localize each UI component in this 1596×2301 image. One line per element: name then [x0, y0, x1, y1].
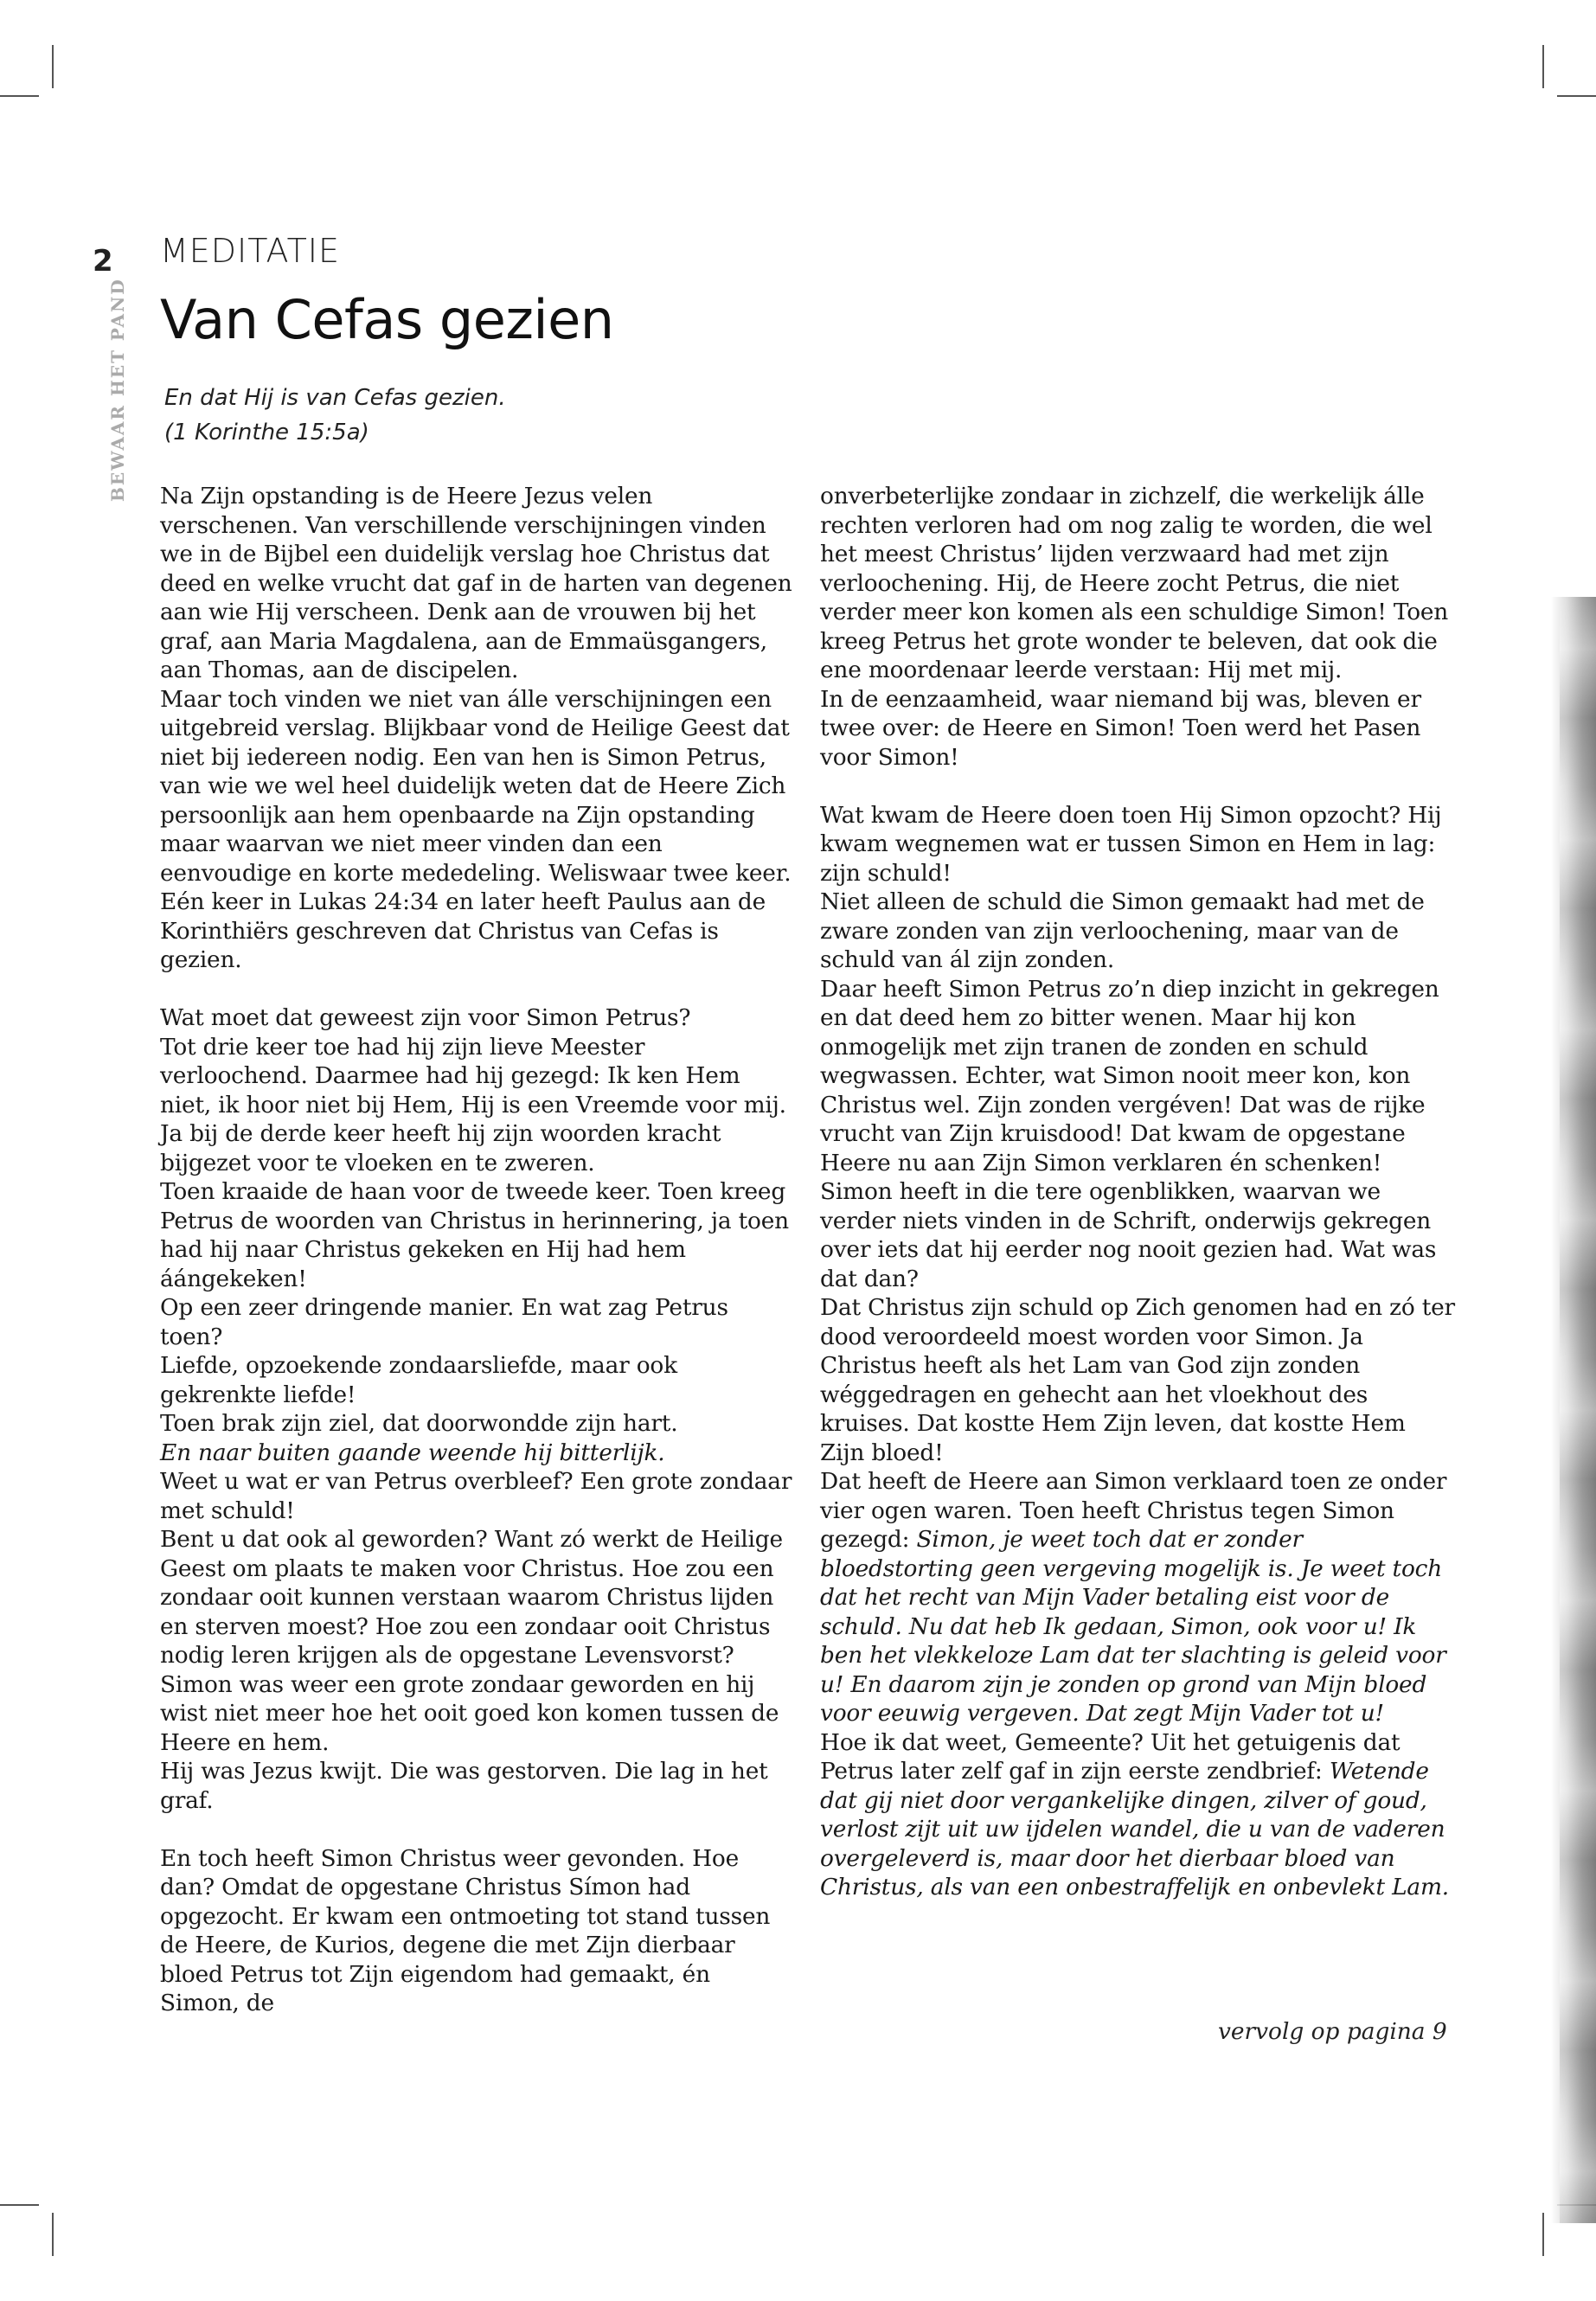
paragraph: Na Zijn opstanding is de Heere Jezus velen verschenen. Van verschillende verschijningen vinden we in de Bijbel een duidelijk verslag hoe Christus dat deed en welke vrucht dat gaf in de harten van degenen aan wie Hij verscheen. Denk aan de vrouwen bij het graf, aan Maria Magdalena, aan de Emmaüsgangers, aan Thomas, aan de discipelen.: [160, 483, 792, 683]
paragraph: Daar heeft Simon Petrus zo’n diep inzicht in gekregen en dat deed hem zo bitter wenen. Maar hij kon onmogelijk met zijn tranen de zonden en schuld wegwassen. Echter, wat Simon nooit meer kon, kon Christus wel. Zijn zonden vergéven! Dat was de rijke vrucht van Zijn kruisdood! Dat kwam de opgestane Heere nu aan Zijn Simon verklaren én schenken! Simon heeft in die tere ogenblikken, waarvan we verder niets vinden in de Schrift, onderwijs gekregen over iets dat hij eerder nog nooit gezien had. Wat was dat dan?: [820, 975, 1439, 1292]
section-label: MEDITATIE: [160, 232, 340, 270]
paragraph: In de eenzaamheid, waar niemand bij was, bleven er twee over: de Heere en Simon! Toen werd het Pasen voor Simon!: [820, 685, 1421, 771]
paragraph: Dat Christus zijn schuld op Zich genomen had en zó ter dood veroordeeld moest worden voor Simon. Ja Christus heeft als het Lam van God zijn zonden wéggedragen en gehecht aan het vloekhout des kruises. Dat kostte Hem Zijn leven, dat kostte Hem Zijn bloed!: [820, 1294, 1455, 1466]
paragraph: Weet u wat er van Petrus overbleef? Een grote zondaar met schuld!: [160, 1468, 792, 1524]
crop-mark: [52, 2213, 54, 2256]
paragraph: Hij was Jezus kwijt. Die was gestorven. Die lag in het graf.: [160, 1758, 768, 1814]
paragraph: Toen brak zijn ziel, dat doorwondde zijn hart.: [160, 1410, 678, 1437]
paragraph: Bent u dat ook al geworden? Want zó werkt de Heilige Geest om plaats te maken voor Christus. Hoe zou een zondaar ooit kunnen verstaan waarom Christus lijden en sterven moest? Hoe zou een zondaar ooit Christus nodig leren krijgen als de opgestane Levensvorst?: [160, 1526, 783, 1669]
paragraph: Ja bij de derde keer heeft hij zijn woorden kracht bijgezet voor te vloeken en te zweren.: [160, 1120, 721, 1176]
paragraph-text: Dat heeft de Heere aan Simon verklaard toen ze onder vier ogen waren. Toen heeft Christus tegen Simon gezegd:: [820, 1468, 1447, 1553]
verse-quote: [164, 381, 506, 450]
edge-photo: [1551, 597, 1596, 2223]
paragraph: Maar toch vinden we niet van álle verschijningen een uitgebreid verslag. Blijkbaar vond de Heilige Geest dat niet bij iedereen nodig. Een van hen is Simon Petrus, van wie we wel heel duidelijk weten dat de Heere Zich persoonlijk aan hem openbaarde na Zijn opstanding maar waarvan we niet meer vinden dan een eenvoudige en korte mededeling. Weliswaar twee keer. Eén keer in Lukas 24:34 en later heeft Paulus aan de Korinthiërs geschreven dat Christus van Cefas is gezien.: [160, 685, 792, 973]
side-label: BEWAAR HET PAND: [107, 278, 128, 502]
crop-mark: [52, 45, 54, 88]
paragraph: [820, 1467, 1456, 1728]
paragraph: Wat kwam de Heere doen toen Hij Simon opzocht? Hij kwam wegnemen wat er tussen Simon en Hem in lag: zijn schuld!: [820, 801, 1442, 887]
page-title: Van Cefas gezien: [160, 288, 614, 351]
paragraph-text: Hoe ik dat weet, Gemeente? Uit het getuigenis dat Petrus later zelf gaf in zijn eerste zendbrief:: [820, 1728, 1401, 1785]
paragraph: Wat moet dat geweest zijn voor Simon Petrus?: [160, 1004, 691, 1031]
crop-mark: [1542, 45, 1544, 88]
crop-mark: [1557, 95, 1596, 97]
verse-text: En dat Hij is van Cefas gezien.: [164, 385, 506, 411]
paragraph: Simon was weer een grote zondaar geworden en hij wist niet meer hoe het ooit goed kon komen tussen de Heere en hem.: [160, 1670, 779, 1756]
paragraph: onverbeterlijke zondaar in zichzelf, die werkelijk álle rechten verloren had om nog zalig te worden, die wel het meest Christus’ lijden verzwaard had met zijn verloochening. Hij, de Heere zocht Petrus, die niet verder meer kon komen als een schuldige Simon! Toen kreeg Petrus het grote wonder te beleven, dat ook die ene moordenaar leerde verstaan: Hij met mij.: [820, 483, 1449, 683]
left-column: [160, 482, 796, 2018]
continued-note: vervolg op pagina 9: [1218, 2018, 1447, 2045]
verse-reference: (1 Korinthe 15:5a): [164, 420, 369, 445]
paragraph-italic: En naar buiten gaande weende hij bitterlijk.: [160, 1439, 665, 1466]
crop-mark: [1542, 2213, 1544, 2256]
quote-italic: Simon, je weet toch dat er zonder bloedstorting geen vergeving mogelijk is. Je weet toch dat het recht van Mijn Vader betaling eist voor de schuld. Nu dat heb Ik gedaan, Simon, ook voor u! Ik ben het vlekkeloze Lam dat ter slachting is geleid voor u! En daarom zijn je zonden op grond van Mijn bloed voor eeuwig vergeven. Dat zegt Mijn Vader tot u!: [820, 1526, 1446, 1727]
paragraph: Toen kraaide de haan voor de tweede keer. Toen kreeg Petrus de woorden van Christus in herinnering, ja toen had hij naar Christus gekeken en Hij had hem áángekeken!: [160, 1178, 789, 1292]
paragraph: Op een zeer dringende manier. En wat zag Petrus toen?: [160, 1294, 728, 1350]
paragraph: En toch heeft Simon Christus weer gevonden. Hoe dan? Omdat de opgestane Christus Símon had opgezocht. Er kwam een ontmoeting tot stand tussen de Heere, de Kurios, degene die met Zijn dierbaar bloed Petrus tot Zijn eigendom had gemaakt, én Simon, de: [160, 1844, 771, 2016]
quote-italic: Wetende dat gij niet door vergankelijke dingen, zilver of goud, verlost zijt uit uw ijdelen wandel, die u van de vaderen overgeleverd is, maar door het dierbaar bloed van Christus, als van een onbestraffelijk en onbevlekt Lam.: [820, 1758, 1449, 1900]
paragraph: Tot drie keer toe had hij zijn lieve Meester verloochend. Daarmee had hij gezegd: Ik ken Hem niet, ik hoor niet bij Hem, Hij is een Vreemde voor mij.: [160, 1033, 786, 1118]
paragraph: Liefde, opzoekende zondaarsliefde, maar ook gekrenkte liefde!: [160, 1352, 677, 1408]
crop-mark: [0, 2204, 39, 2206]
crop-mark: [0, 95, 39, 97]
right-column: [820, 482, 1456, 1902]
page-number: 2: [93, 244, 113, 279]
paragraph: Niet alleen de schuld die Simon gemaakt had met de zware zonden van zijn verloochening, maar van de schuld van ál zijn zonden.: [820, 888, 1425, 973]
paragraph: [820, 1728, 1456, 1902]
